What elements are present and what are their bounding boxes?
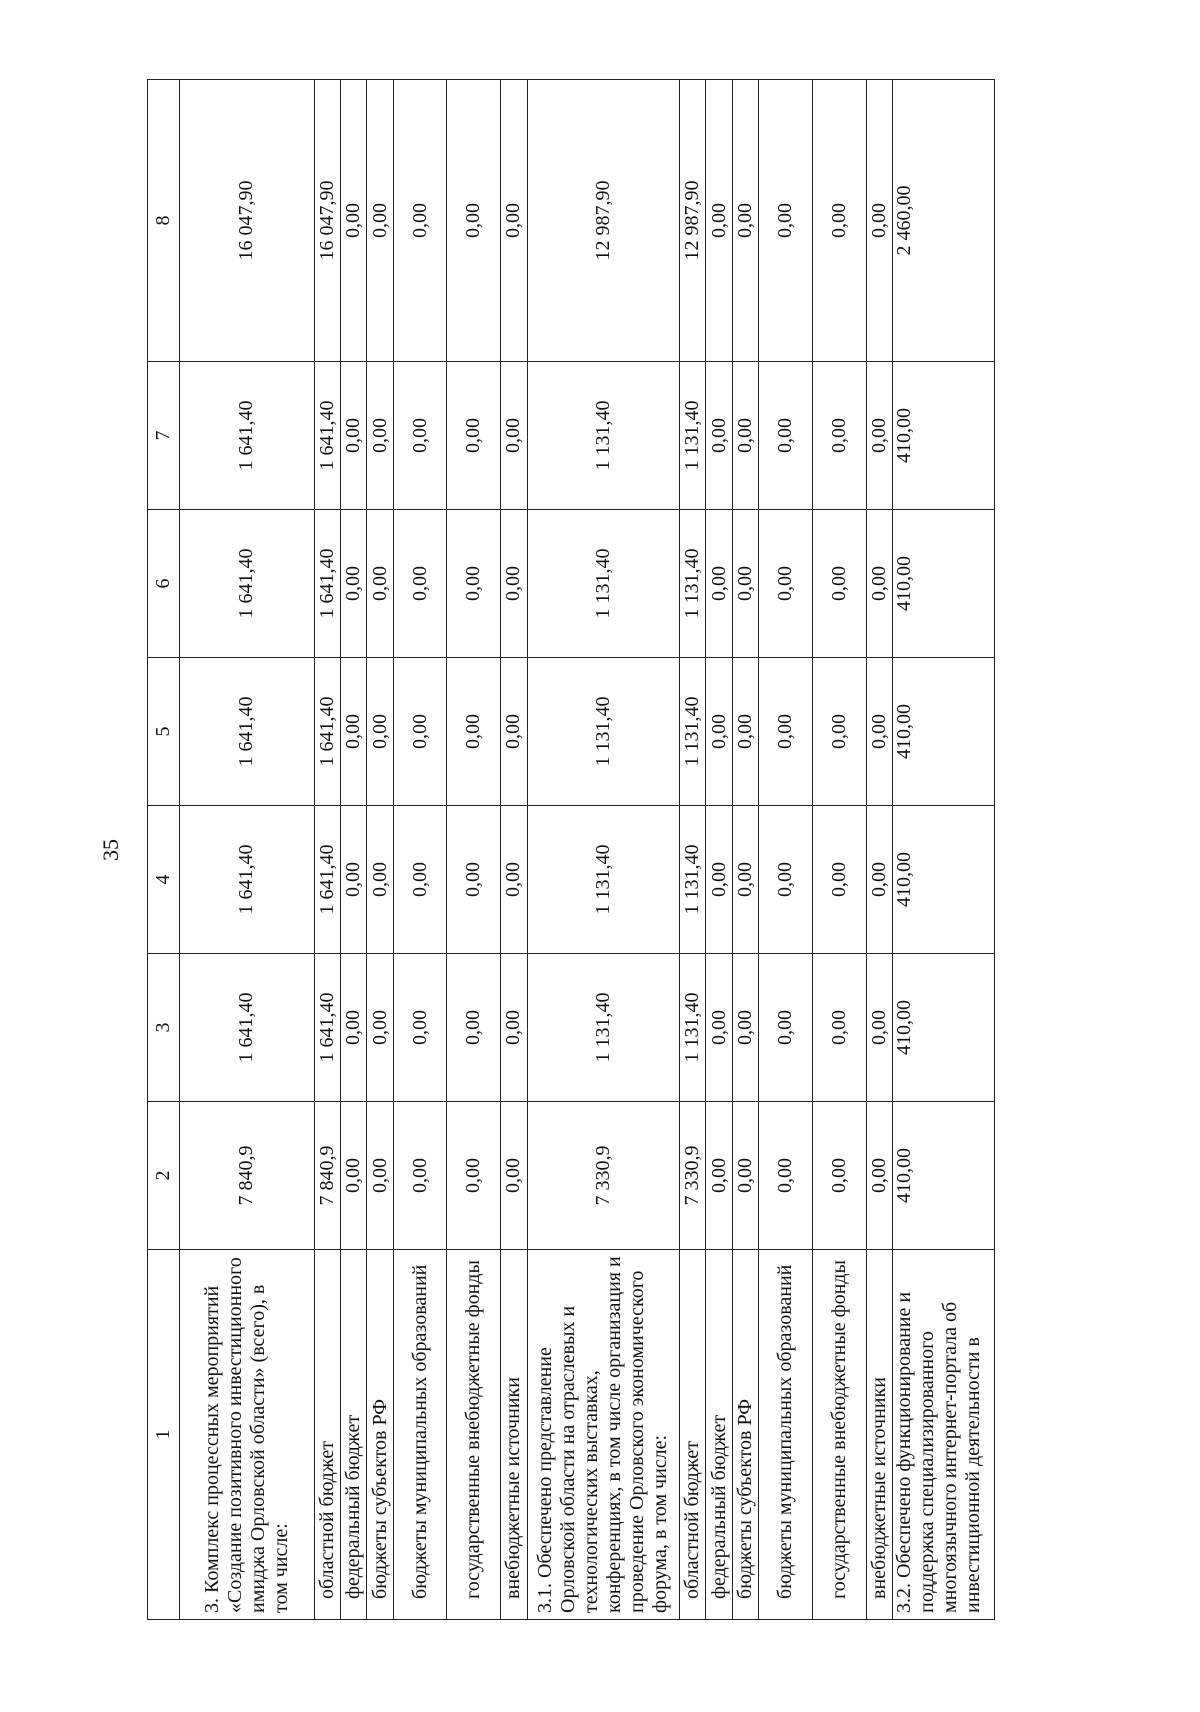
value-cell: 0,00 <box>447 362 501 510</box>
value-cell: 0,00 <box>866 954 892 1102</box>
value-cell: 410,00 <box>892 510 994 658</box>
value-cell: 16 047,90 <box>179 80 314 362</box>
financing-table <box>147 79 995 1620</box>
value-cell: 1 131,40 <box>527 510 680 658</box>
value-cell: 0,00 <box>759 362 813 510</box>
row-label: бюджеты муниципальных образований <box>393 1250 447 1620</box>
value-cell: 1 131,40 <box>527 658 680 806</box>
table-row <box>393 80 447 1620</box>
table-row <box>732 80 758 1620</box>
header-cell: 6 <box>148 510 180 658</box>
value-cell: 16 047,90 <box>314 80 340 362</box>
table-row <box>314 80 340 1620</box>
table-row <box>706 80 732 1620</box>
table-row <box>812 80 866 1620</box>
value-cell: 410,00 <box>892 954 994 1102</box>
table-row <box>892 80 994 1620</box>
row-label: федеральный бюджет <box>706 1250 732 1620</box>
row-label: бюджеты муниципальных образований <box>759 1250 813 1620</box>
value-cell: 410,00 <box>892 658 994 806</box>
table-row <box>179 80 314 1620</box>
value-cell: 0,00 <box>759 510 813 658</box>
value-cell: 0,00 <box>866 510 892 658</box>
table-row <box>501 80 527 1620</box>
value-cell: 1 131,40 <box>527 806 680 954</box>
value-cell: 0,00 <box>393 1102 447 1250</box>
table-row <box>341 80 367 1620</box>
table-header-row <box>148 80 180 1620</box>
value-cell: 7 330,9 <box>527 1102 680 1250</box>
header-cell: 2 <box>148 1102 180 1250</box>
table-row <box>367 80 393 1620</box>
row-label: федеральный бюджет <box>341 1250 367 1620</box>
table-row <box>866 80 892 1620</box>
value-cell: 1 131,40 <box>680 954 706 1102</box>
value-cell: 0,00 <box>341 510 367 658</box>
value-cell: 0,00 <box>759 1102 813 1250</box>
value-cell: 410,00 <box>892 806 994 954</box>
value-cell: 1 641,40 <box>314 954 340 1102</box>
value-cell: 0,00 <box>367 658 393 806</box>
rotated-table-wrapper <box>147 80 995 1620</box>
value-cell: 0,00 <box>393 658 447 806</box>
value-cell: 0,00 <box>706 954 732 1102</box>
value-cell: 0,00 <box>706 510 732 658</box>
value-cell: 0,00 <box>732 80 758 362</box>
value-cell: 1 641,40 <box>314 658 340 806</box>
value-cell: 0,00 <box>812 806 866 954</box>
value-cell: 0,00 <box>732 954 758 1102</box>
row-label: 3.1. Обеспечено представление Орловской области на отраслевых и технологических выставках, конференциях, в том числе организация и проведение Орловского экономического форума, в том числе: <box>527 1250 680 1620</box>
header-cell: 1 <box>148 1250 180 1620</box>
value-cell: 1 131,40 <box>527 954 680 1102</box>
value-cell: 0,00 <box>367 362 393 510</box>
value-cell: 0,00 <box>732 510 758 658</box>
value-cell: 0,00 <box>706 1102 732 1250</box>
value-cell: 7 330,9 <box>680 1102 706 1250</box>
value-cell: 0,00 <box>393 362 447 510</box>
value-cell: 0,00 <box>812 1102 866 1250</box>
value-cell: 1 641,40 <box>179 806 314 954</box>
value-cell: 0,00 <box>706 806 732 954</box>
value-cell: 0,00 <box>393 806 447 954</box>
value-cell: 0,00 <box>367 954 393 1102</box>
value-cell: 0,00 <box>812 362 866 510</box>
row-label: областной бюджет <box>680 1250 706 1620</box>
value-cell: 410,00 <box>892 1102 994 1250</box>
value-cell: 0,00 <box>866 362 892 510</box>
value-cell: 0,00 <box>367 80 393 362</box>
value-cell: 1 641,40 <box>179 658 314 806</box>
value-cell: 0,00 <box>759 806 813 954</box>
value-cell: 410,00 <box>892 362 994 510</box>
value-cell: 1 131,40 <box>680 362 706 510</box>
value-cell: 0,00 <box>447 80 501 362</box>
value-cell: 1 131,40 <box>680 806 706 954</box>
value-cell: 0,00 <box>341 362 367 510</box>
value-cell: 1 641,40 <box>314 362 340 510</box>
value-cell: 0,00 <box>866 80 892 362</box>
header-cell: 8 <box>148 80 180 362</box>
table-row <box>447 80 501 1620</box>
table-row <box>680 80 706 1620</box>
value-cell: 0,00 <box>759 954 813 1102</box>
row-label: бюджеты субъектов РФ <box>367 1250 393 1620</box>
header-cell: 3 <box>148 954 180 1102</box>
value-cell: 7 840,9 <box>179 1102 314 1250</box>
value-cell: 7 840,9 <box>314 1102 340 1250</box>
value-cell: 0,00 <box>732 658 758 806</box>
value-cell: 0,00 <box>393 80 447 362</box>
value-cell: 1 131,40 <box>680 658 706 806</box>
row-label: областной бюджет <box>314 1250 340 1620</box>
value-cell: 0,00 <box>341 954 367 1102</box>
value-cell: 1 641,40 <box>179 510 314 658</box>
value-cell: 0,00 <box>759 80 813 362</box>
value-cell: 0,00 <box>341 1102 367 1250</box>
value-cell: 0,00 <box>866 806 892 954</box>
value-cell: 1 131,40 <box>527 362 680 510</box>
value-cell: 1 641,40 <box>179 954 314 1102</box>
value-cell: 0,00 <box>501 362 527 510</box>
value-cell: 0,00 <box>759 658 813 806</box>
value-cell: 0,00 <box>393 954 447 1102</box>
value-cell: 0,00 <box>706 362 732 510</box>
row-label: государственные внебюджетные фонды <box>447 1250 501 1620</box>
table-row <box>759 80 813 1620</box>
value-cell: 0,00 <box>812 510 866 658</box>
value-cell: 1 641,40 <box>314 806 340 954</box>
row-label: бюджеты субъектов РФ <box>732 1250 758 1620</box>
value-cell: 0,00 <box>501 658 527 806</box>
header-cell: 7 <box>148 362 180 510</box>
value-cell: 0,00 <box>501 806 527 954</box>
value-cell: 2 460,00 <box>892 80 994 362</box>
value-cell: 0,00 <box>706 80 732 362</box>
value-cell: 0,00 <box>501 510 527 658</box>
value-cell: 0,00 <box>706 658 732 806</box>
value-cell: 0,00 <box>447 806 501 954</box>
value-cell: 0,00 <box>501 80 527 362</box>
value-cell: 0,00 <box>866 1102 892 1250</box>
value-cell: 0,00 <box>447 658 501 806</box>
value-cell: 0,00 <box>341 80 367 362</box>
value-cell: 1 641,40 <box>179 362 314 510</box>
value-cell: 12 987,90 <box>680 80 706 362</box>
value-cell: 0,00 <box>501 954 527 1102</box>
header-cell: 5 <box>148 658 180 806</box>
value-cell: 0,00 <box>732 1102 758 1250</box>
value-cell: 0,00 <box>367 1102 393 1250</box>
value-cell: 0,00 <box>447 954 501 1102</box>
value-cell: 0,00 <box>732 362 758 510</box>
value-cell: 1 641,40 <box>314 510 340 658</box>
header-cell: 4 <box>148 806 180 954</box>
value-cell: 1 131,40 <box>680 510 706 658</box>
value-cell: 0,00 <box>866 658 892 806</box>
row-label: 3.2. Обеспечено функционирование и поддержка специализированного многоязычного интернет-портала об инвестиционной деятельности в <box>892 1250 994 1620</box>
value-cell: 0,00 <box>732 806 758 954</box>
page-number: 35 <box>98 839 123 861</box>
value-cell: 0,00 <box>812 80 866 362</box>
value-cell: 0,00 <box>812 658 866 806</box>
table-row <box>527 80 680 1620</box>
row-label: 3. Комплекс процессных мероприятий «Создание позитивного инвестиционного имиджа Орловской области» (всего), в том числе: <box>179 1250 314 1620</box>
value-cell: 0,00 <box>501 1102 527 1250</box>
value-cell: 0,00 <box>341 658 367 806</box>
value-cell: 0,00 <box>447 1102 501 1250</box>
row-label: государственные внебюджетные фонды <box>812 1250 866 1620</box>
value-cell: 0,00 <box>367 806 393 954</box>
value-cell: 0,00 <box>367 510 393 658</box>
row-label: внебюджетные источники <box>866 1250 892 1620</box>
value-cell: 0,00 <box>393 510 447 658</box>
value-cell: 12 987,90 <box>527 80 680 362</box>
value-cell: 0,00 <box>812 954 866 1102</box>
row-label: внебюджетные источники <box>501 1250 527 1620</box>
value-cell: 0,00 <box>447 510 501 658</box>
value-cell: 0,00 <box>341 806 367 954</box>
